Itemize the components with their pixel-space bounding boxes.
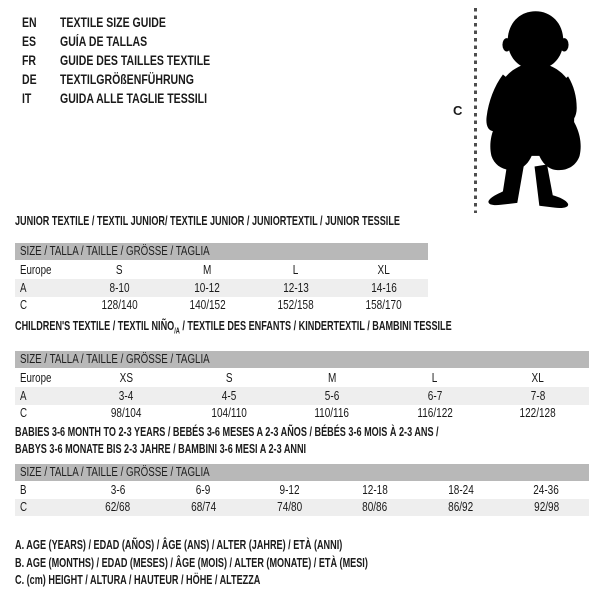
- table-row: [15, 499, 589, 517]
- language-row: [22, 70, 253, 89]
- footnote: B. AGE (MONTHS) / EDAD (MESES) / ÂGE (MOIS) / ALTER (MONATE) / ETÀ (MESI): [15, 554, 368, 570]
- row-label: Europe: [20, 262, 52, 277]
- table-row: [15, 297, 428, 315]
- table-cell: 62/68: [105, 500, 131, 515]
- table-cell: 128/140: [101, 298, 138, 313]
- table-cell: 86/92: [448, 500, 474, 515]
- row-label: C: [20, 298, 28, 313]
- table-title: [15, 212, 428, 229]
- table-cell: L: [432, 370, 438, 385]
- table-row: [15, 387, 589, 405]
- table-title-line: BABYS 3-6 MONATE BIS 2-3 JAHRE / BAMBINI 3-6 MESI A 2-3 ANNI: [15, 441, 307, 456]
- table-cell: 12-18: [362, 482, 388, 497]
- table-cell: 74/80: [276, 500, 302, 515]
- table-cell: XS: [119, 370, 134, 385]
- row-label: A: [20, 280, 27, 295]
- language-code: EN: [22, 15, 37, 30]
- table-cell: 80/86: [362, 500, 388, 515]
- table-cell: 116/122: [417, 406, 453, 421]
- table-title-line: BABIES 3-6 MONTH TO 2-3 YEARS / BEBÉS 3-6 MESES A 2-3 AÑOS / BÉBÉS 3-6 MOIS À 2-3 ANS /: [15, 424, 439, 439]
- table-title: [15, 317, 589, 334]
- table-cell: 3-4: [119, 388, 134, 403]
- baby-silhouette-icon: [478, 5, 593, 212]
- language-row: [22, 89, 253, 108]
- table-cell: 12-13: [282, 280, 309, 295]
- table-title: [15, 423, 589, 457]
- table-cell: 9-12: [279, 482, 300, 497]
- size-table: [15, 212, 428, 314]
- language-title: GUIDE DES TAILLES TEXTILE: [60, 53, 211, 68]
- table-title-line: CHILDREN'S TEXTILE / TEXTIL $NIÑO_{/A}$ / TEXTILE DES ENFANTS / KINDERTEXTIL / BAMBINI TESSILE: [15, 318, 452, 336]
- table-cell: 122/128: [519, 406, 556, 421]
- table-cell: 158/170: [365, 298, 402, 313]
- table-cell: 104/110: [211, 406, 247, 421]
- height-dashed-line: [474, 8, 477, 213]
- size-header-bar: SIZE / TALLA / TAILLE / GRÖSSE / TAGLIA: [15, 351, 589, 368]
- language-title: GUÍA DE TALLAS: [60, 34, 148, 49]
- table-cell: S: [115, 262, 123, 277]
- table-cell: 10-12: [194, 280, 221, 295]
- table-cell: 68/74: [190, 500, 217, 515]
- table-title-line: JUNIOR TEXTILE / TEXTIL JUNIOR/ TEXTILE JUNIOR / JUNIORTEXTIL / JUNIOR TESSILE: [15, 213, 400, 228]
- footnote: C. (cm) HEIGHT / ALTURA / HAUTEUR / HÖHE / ALTEZZA: [15, 572, 261, 587]
- table-cell: 18-24: [447, 482, 474, 497]
- table-cell: XL: [531, 370, 544, 385]
- table-row: [15, 405, 589, 423]
- table-cell: 3-6: [110, 482, 126, 497]
- table-row: [15, 260, 428, 279]
- language-code: FR: [22, 53, 37, 68]
- table-cell: S: [225, 370, 233, 385]
- row-label: Europe: [20, 370, 52, 385]
- table-cell: 4-5: [221, 388, 237, 403]
- table-cell: 98/104: [111, 406, 142, 421]
- row-label: B: [20, 482, 27, 497]
- table-row: [15, 481, 589, 499]
- size-header-bar: SIZE / TALLA / TAILLE / GRÖSSE / TAGLIA: [15, 243, 428, 260]
- table-cell: 152/158: [277, 298, 314, 313]
- height-marker-label: C: [453, 103, 463, 118]
- table-cell: M: [203, 262, 212, 277]
- table-cell: 8-10: [109, 280, 130, 295]
- table-cell: 24-36: [533, 482, 559, 497]
- language-row: [22, 13, 253, 32]
- size-table: [15, 317, 589, 422]
- table-row: [15, 368, 589, 387]
- table-cell: 92/98: [533, 500, 559, 515]
- table-cell: M: [327, 370, 337, 385]
- table-cell: 6-7: [427, 388, 443, 403]
- language-title: GUIDA ALLE TAGLIE TESSILI: [60, 91, 208, 106]
- table-cell: L: [292, 262, 299, 277]
- size-table: [15, 423, 589, 516]
- table-row: [15, 279, 428, 297]
- language-row: [22, 32, 253, 51]
- table-cell: XL: [377, 262, 390, 277]
- language-row: [22, 51, 253, 70]
- language-title-list: [22, 13, 253, 108]
- language-title: TEXTILE SIZE GUIDE: [60, 15, 166, 30]
- size-header-bar: SIZE / TALLA / TAILLE / GRÖSSE / TAGLIA: [15, 464, 589, 481]
- language-code: ES: [22, 34, 37, 49]
- table-cell: 110/116: [314, 406, 350, 421]
- table-cell: 7-8: [530, 388, 545, 403]
- table-cell: 6-9: [196, 482, 211, 497]
- language-title: TEXTILGRÖßENFÜHRUNG: [60, 72, 194, 87]
- table-cell: 140/152: [189, 298, 226, 313]
- row-label: C: [20, 406, 28, 421]
- row-label: A: [20, 388, 27, 403]
- row-label: C: [20, 500, 28, 515]
- table-cell: 14-16: [371, 280, 397, 295]
- language-code: IT: [22, 91, 32, 106]
- table-cell: 5-6: [324, 388, 340, 403]
- footnote: A. AGE (YEARS) / EDAD (AÑOS) / ÂGE (ANS) / ALTER (JAHRE) / ETÀ (ANNI): [15, 537, 343, 552]
- footnotes: [15, 536, 519, 589]
- language-code: DE: [22, 72, 37, 87]
